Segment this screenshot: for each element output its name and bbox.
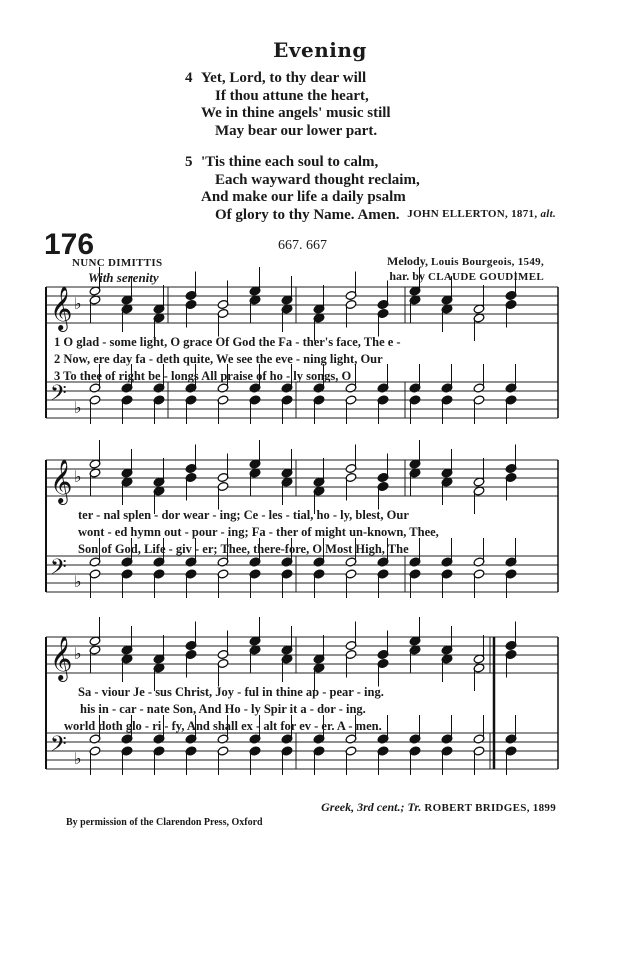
treble-clef: 𝄞: [50, 286, 73, 330]
stanza-5-line-2: Each wayward thought reclaim,: [215, 171, 420, 188]
stanza-number: 4: [185, 70, 193, 86]
harmony-composer: CLAUDE GOUDIMEL: [427, 271, 544, 283]
text-source: Greek, 3rd cent.; Tr.: [321, 800, 422, 814]
stanza-text: Yet, Lord, to thy dear will: [201, 70, 367, 86]
lyrics-line: 2 Now, ere day fa - deth quite, We see the eve - ning light, Our: [54, 352, 383, 366]
lyrics-line: 1 O glad - some light, O grace Of God the Fa - ther's face, The e -: [54, 335, 401, 349]
flat-sign: ♭: [74, 398, 82, 417]
text-attribution: [321, 800, 556, 815]
hymn-meter: 667. 667: [278, 238, 327, 253]
stanza-4-line-2: If thou attune the heart,: [215, 87, 369, 104]
flat-sign: ♭: [74, 572, 82, 591]
flat-sign: ♭: [74, 467, 82, 486]
author-name: JOHN ELLERTON, 1871,: [407, 208, 538, 220]
lyrics-line: ter - nal splen - dor wear - ing; Ce - les - tial, ho - ly, blest, Our: [78, 508, 409, 522]
flat-sign: ♭: [74, 749, 82, 768]
stanza-4-line-4: May bear our lower part.: [215, 122, 378, 139]
lyrics-line: Son of God, Life - giv - er; Thee, there-fore, O Most High, The: [78, 542, 409, 556]
stanza-5-line-4: Of glory to thy Name. Amen.: [215, 206, 400, 223]
page-header: Evening: [273, 38, 367, 62]
flat-sign: ♭: [74, 294, 82, 313]
treble-clef: 𝄞: [50, 636, 73, 680]
bass-clef: 𝄢: [50, 381, 67, 411]
melody-composer: Louis Bourgeois, 1549,: [431, 256, 544, 268]
harmony-prefix: har. by: [389, 269, 425, 283]
flat-sign: ♭: [74, 644, 82, 663]
treble-clef: 𝄞: [50, 459, 73, 503]
stanza-5-line-3: And make our life a daily psalm: [201, 189, 406, 205]
author-note: alt.: [540, 208, 556, 220]
lyrics-line: wont - ed hymn out - pour - ing; Fa - ther of might un-known, Thee,: [78, 525, 439, 539]
bass-clef: 𝄢: [50, 732, 67, 762]
permission-note: By permission of the Clarendon Press, Oxford: [66, 817, 263, 828]
translator-name: ROBERT BRIDGES, 1899: [424, 802, 556, 814]
lyrics-line: his in - car - nate Son, And Ho - ly Spir it a - dor - ing.: [80, 702, 366, 716]
stanza-text: 'Tis thine each soul to calm,: [201, 154, 379, 170]
stanza-4-line-3: We in thine angels' music still: [201, 105, 391, 121]
lyrics-line: world doth glo - ri - fy, And shall ex - alt for ev - er. A - men.: [64, 719, 382, 733]
melody-prefix: Melody,: [387, 254, 429, 268]
hymn-number: 176: [44, 228, 95, 261]
tune-name: NUNC DIMITTIS: [72, 257, 163, 269]
lyrics-line: 3 To thee of right be - longs All praise of ho - ly songs, O: [54, 369, 352, 383]
lyrics-line: Sa - viour Je - sus Christ, Joy - ful in thine ap - pear - ing.: [78, 685, 384, 699]
bass-clef: 𝄢: [50, 555, 67, 585]
stanza-number: 5: [185, 154, 193, 170]
tempo-marking: With serenity: [88, 270, 159, 285]
